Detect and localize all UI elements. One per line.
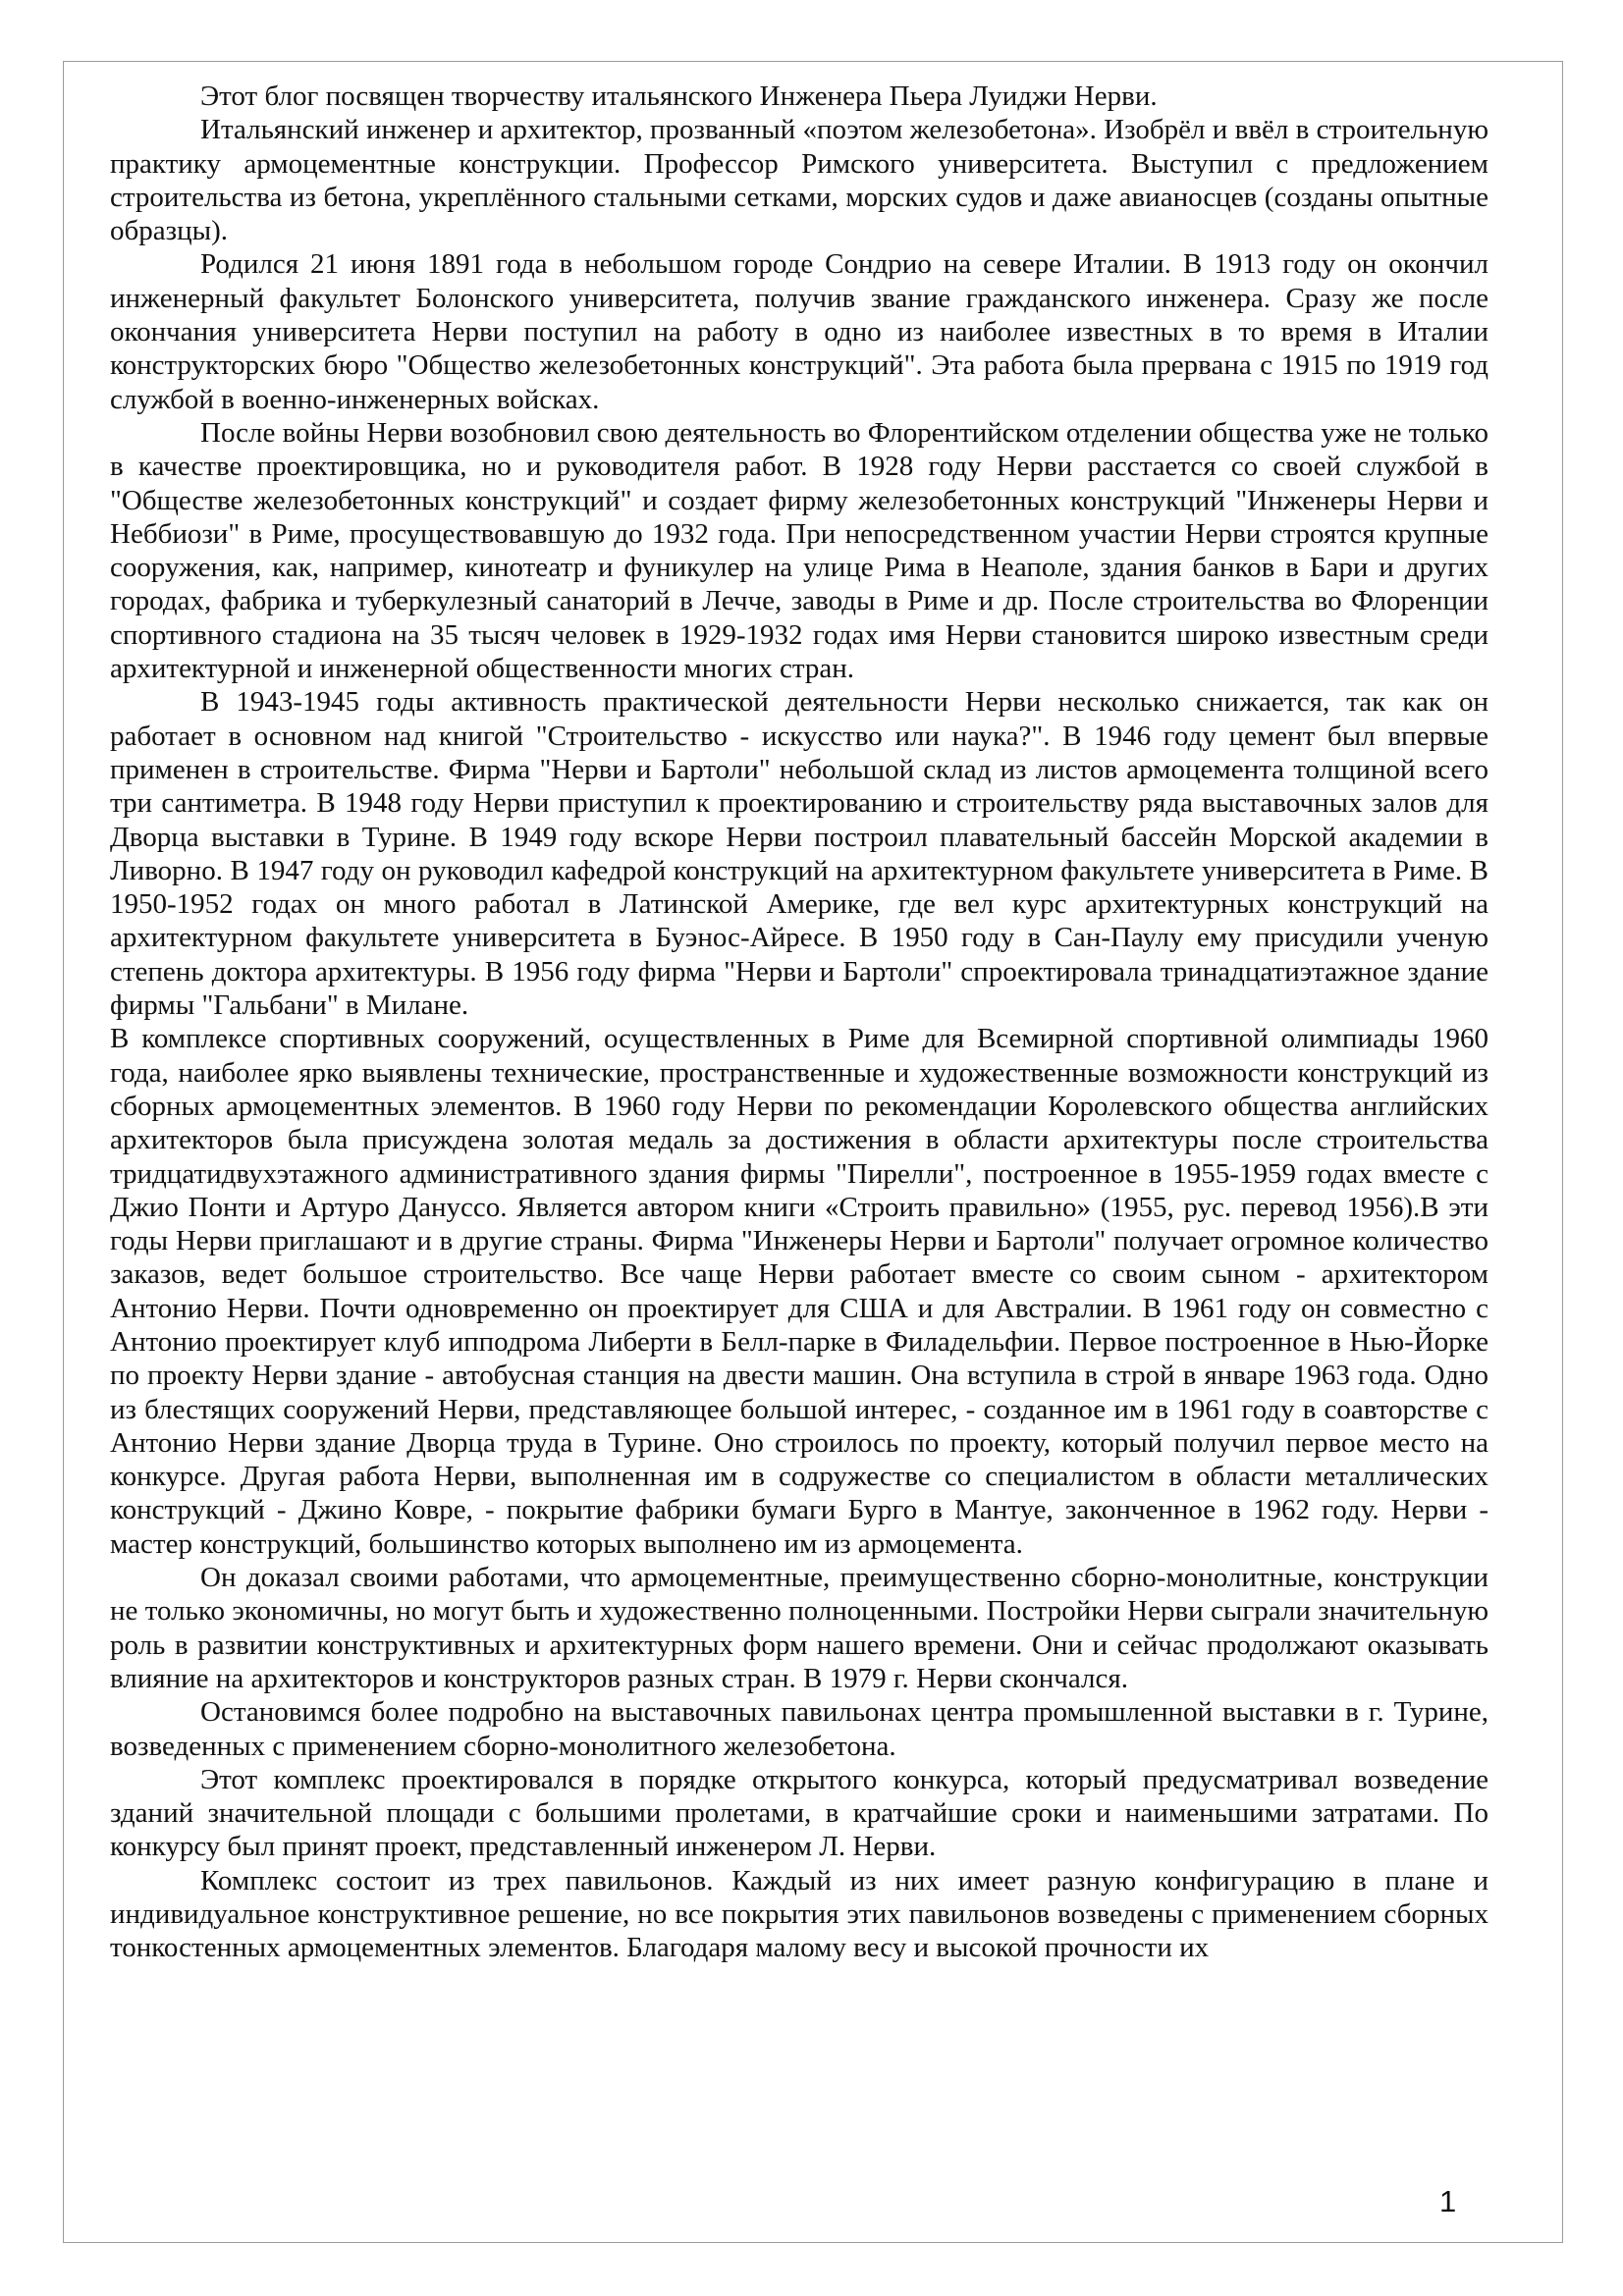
paragraph-legacy: Он доказал своими работами, что армоцементные, преимущественно сборно-монолитные, конструкции не только экономичны, но могут быть и художественно полноценными. Постройки Нерви сыграли значительную роль в развитии конструктивных и архитектурных форм нашего времени. Они и сейчас продолжают оказывать влияние на архитекторов и конструкторов разных стран. В 1979 г. Нерви скончался.: [110, 1562, 1488, 1694]
paragraph-complex-description: Комплекс состоит из трех павильонов. Каждый из них имеет разную конфигурацию в плане и индивидуальное конструктивное решение, но все покрытия этих павильонов возведены с применением сборных тонкостенных армоцементных элементов. Благодаря малому весу и высокой прочности их: [110, 1864, 1488, 1964]
paragraph-1960s: В комплексе спортивных сооружений, осуществленных в Риме для Всемирной спортивной олимпиады 1960 года, наиболее ярко выявлены технические, пространственные и художественные возможности конструкций из сборных армоцементных элементов. В 1960 году Нерви по рекомендации Королевского общества английских архитекторов была присуждена золотая медаль за достижения в области архитектуры после строительства тридцатидвухэтажного административного здания фирмы "Пирелли", построенное в 1955-1959 годах вместе с Джио Понти и Артуро Дануссо. Является автором книги «Строить правильно» (1955, рус. перевод 1956).В эти годы Нерви приглашают и в другие страны. Фирма "Инженеры Нерви и Бартоли" получает огромное количество заказов, ведет большое строительство. Все чаще Нерви работает вместе со своим сыном - архитектором Антонио Нерви. Почти одновременно он проектирует для США и для Австралии. В 1961 году он совместно с Антонио проектирует клуб ипподрома Либерти в Белл-парке в Филадельфии. Первое построенное в Нью-Йорке по проекту Нерви здание - автобусная станция на двести машин. Она вступила в строй в январе 1963 года. Одно из блестящих сооружений Нерви, представляющее большой интерес, - созданное им в 1961 году в соавторстве с Антонио Нерви здание Дворца труда в Турине. Оно строилось по проекту, который получил первое место на конкурсе. Другая работа Нерви, выполненная им в содружестве со специалистом в области металлических конструкций - Джино Ковре, - покрытие фабрики бумаги Бурго в Мантуе, законченное в 1962 году. Нерви - мастер конструкций, большинство которых выполнено им из армоцемента.: [110, 1023, 1488, 1560]
paragraph-1940s-1950s: В 1943-1945 годы активность практической деятельности Нерви несколько снижается, так как он работает в основном над книгой "Строительство - искусство или наука?". В 1946 году цемент был впервые применен в строительстве. Фирма "Нерви и Бартоли" небольшой склад из листов армоцемента толщиной всего три сантиметра. В 1948 году Нерви приступил к проектированию и строительству ряда выставочных залов для Дворца выставки в Турине. В 1949 году вскоре Нерви построил плавательный бассейн Морской академии в Ливорно. В 1947 году он руководил кафедрой конструкций на архитектурном факультете университета в Риме. В 1950-1952 годах он много работал в Латинской Америке, где вел курс архитектурных конструкций на архитектурном факультете университета в Буэнос-Айресе. В 1950 году в Сан-Паулу ему присудили ученую степень доктора архитектуры. В 1956 году фирма "Нерви и Бартоли" спроектировала тринадцатиэтажное здание фирмы "Гальбани" в Милане.: [110, 686, 1488, 1022]
paragraph-competition: Этот комплекс проектировался в порядке открытого конкурса, который предусматривал возведение зданий значительной площади с большими пролетами, в кратчайшие сроки и наименьшими затратами. По конкурсу был принят проект, представленный инженером Л. Нерви.: [110, 1763, 1488, 1863]
paragraph-intro: Этот блог посвящен творчеству итальянского Инженера Пьера Луиджи Нерви.: [200, 80, 1158, 112]
paragraph-turin-pavilions: Остановимся более подробно на выставочных павильонах центра промышленной выставки в г. Турине, возведенных с применением сборно-монолитного железобетона.: [110, 1696, 1488, 1762]
document-body: [110, 80, 1488, 1965]
page-number: 1: [1439, 2184, 1457, 2218]
paragraph-postwar-career: После войны Нерви возобновил свою деятельность во Флорентийском отделении общества уже не только в качестве проектировщика, но и руководителя работ. В 1928 году Нерви расстается со своей службой в "Обществе железобетонных конструкций" и создает фирму железобетонных конструкций "Инженеры Нерви и Неббиози" в Риме, просуществовавшую до 1932 года. При непосредственном участии Нерви строятся крупные сооружения, как, например, кинотеатр и фуникулер на улице Рима в Неаполе, здания банков в Бари и других городах, фабрика и туберкулезный санаторий в Лечче, заводы в Риме и др. После строительства во Флоренции спортивного стадиона на 35 тысяч человек в 1929-1932 годах имя Нерви становится широко известным среди архитектурной и инженерной общественности многих стран.: [110, 416, 1488, 685]
paragraph-early-life: Родился 21 июня 1891 года в небольшом городе Сондрио на севере Италии. В 1913 году он окончил инженерный факультет Болонского университета, получив звание гражданского инженера. Сразу же после окончания университета Нерви поступил на работу в одно из наиболее известных в то время в Италии конструкторских бюро "Общество железобетонных конструкций". Эта работа была прервана с 1915 по 1919 год службой в военно-инженерных войсках.: [110, 248, 1488, 415]
paragraph-biography-summary: Итальянский инженер и архитектор, прозванный «поэтом железобетона». Изобрёл и ввёл в строительную практику армоцементные конструкции. Профессор Римского университета. Выступил с предложением строительства из бетона, укреплённого стальными сетками, морских судов и даже авианосцев (созданы опытные образцы).: [110, 114, 1488, 247]
